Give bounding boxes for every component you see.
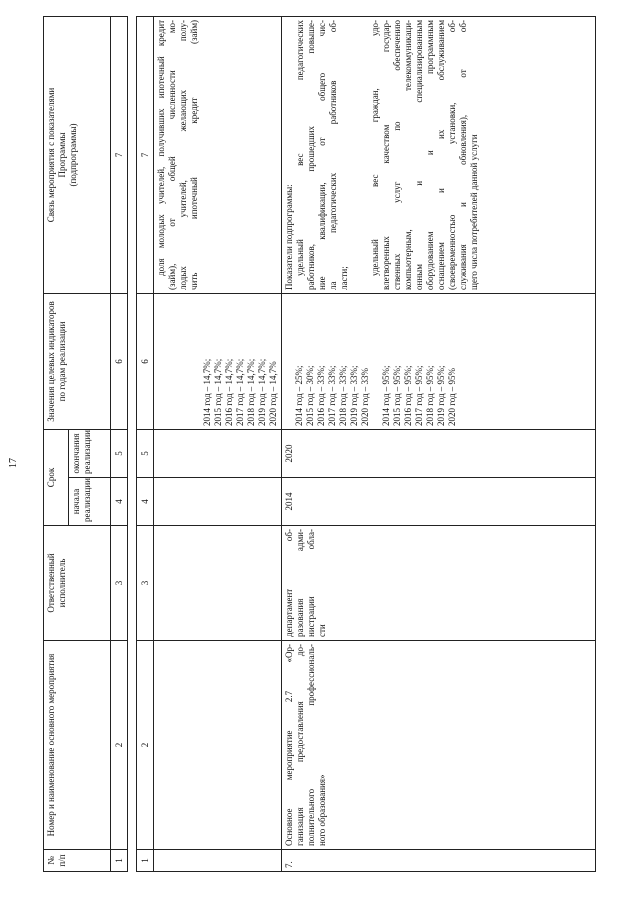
row-7-start: 2014 [282,478,596,526]
row-7-values: 2014 год – 25%; 2015 год – 30%; 2016 год – 33%; 2017 год – 33%; 2018 год – 33%; 2019 год – 33%; 2020 год – 33% 2014 год – 95%; 2015 год – 95%; 2016 год – 95%; 2017 год – 95%; 2018 год – 95%; 2019 год – 95%; 2020 год – 95% [282,293,596,429]
header-col-7: Связь мероприятия с показателями Программы (подпрограммы) [44,16,111,293]
row-7-measure: Основное мероприятие 2.7 «Ор- ганизация предоставления до- полнительного профессиональ- ного образования» [282,641,596,850]
header-term-end: окончания реализации [68,429,110,477]
continuation-values: 2014 год – 14,7%; 2015 год – 14,7%; 2016 год – 14,7%; 2017 год – 14,7%; 2018 год – 14,7%; 2019 год – 14,7%; 2020 год – 14,7% [154,293,282,429]
column-number-row-repeat: 1 2 3 4 5 6 7 [137,16,154,871]
header-col-6: Значения целевых индикаторов по годам реализации [44,293,111,429]
page-number: 17 [8,458,19,468]
row-7-link: Показатели подпрограммы: удельный вес педагогических работников, прошедших повыше- ние квалификации, от общего чис- ла педагогических работников об- ласти; удельный вес граждан, удо- влетворенных качеством государ- ственных услуг по обеспечению компьютерным, телекоммуникаци- онным и специализированным оборудованием и программным оснащением и их обслуживанием (своевременностью установки, об- служивания и обновления), от об- щего числа потребителей данной услуги [282,16,596,293]
header-row-1 [44,16,69,871]
table-row-continuation [154,16,282,871]
row-7-number: 7. [282,850,596,872]
measures-table [43,16,596,872]
header-col-2: Номер и наименование основного мероприятия [44,641,111,850]
continuation-link: доля молодых учителей, получивших ипотечный кредит (займ), от общей численности мо- лодых учителей, желающих полу- чить ипотечный кредит (займ) [154,16,282,293]
row-7-end: 2020 [282,429,596,477]
header-term: Срок [44,429,69,525]
header-col-1: № п/п [44,850,111,872]
header-col-3: Ответственный исполнитель [44,526,111,641]
table-row-7 [282,16,596,871]
page-break-gap [128,16,137,871]
row-7-executor: департамент об- разования адми- нистрации обла- сти [282,526,596,641]
header-term-start: начала реализации [68,478,110,526]
column-number-row: 1 2 3 4 5 6 7 [111,16,128,871]
